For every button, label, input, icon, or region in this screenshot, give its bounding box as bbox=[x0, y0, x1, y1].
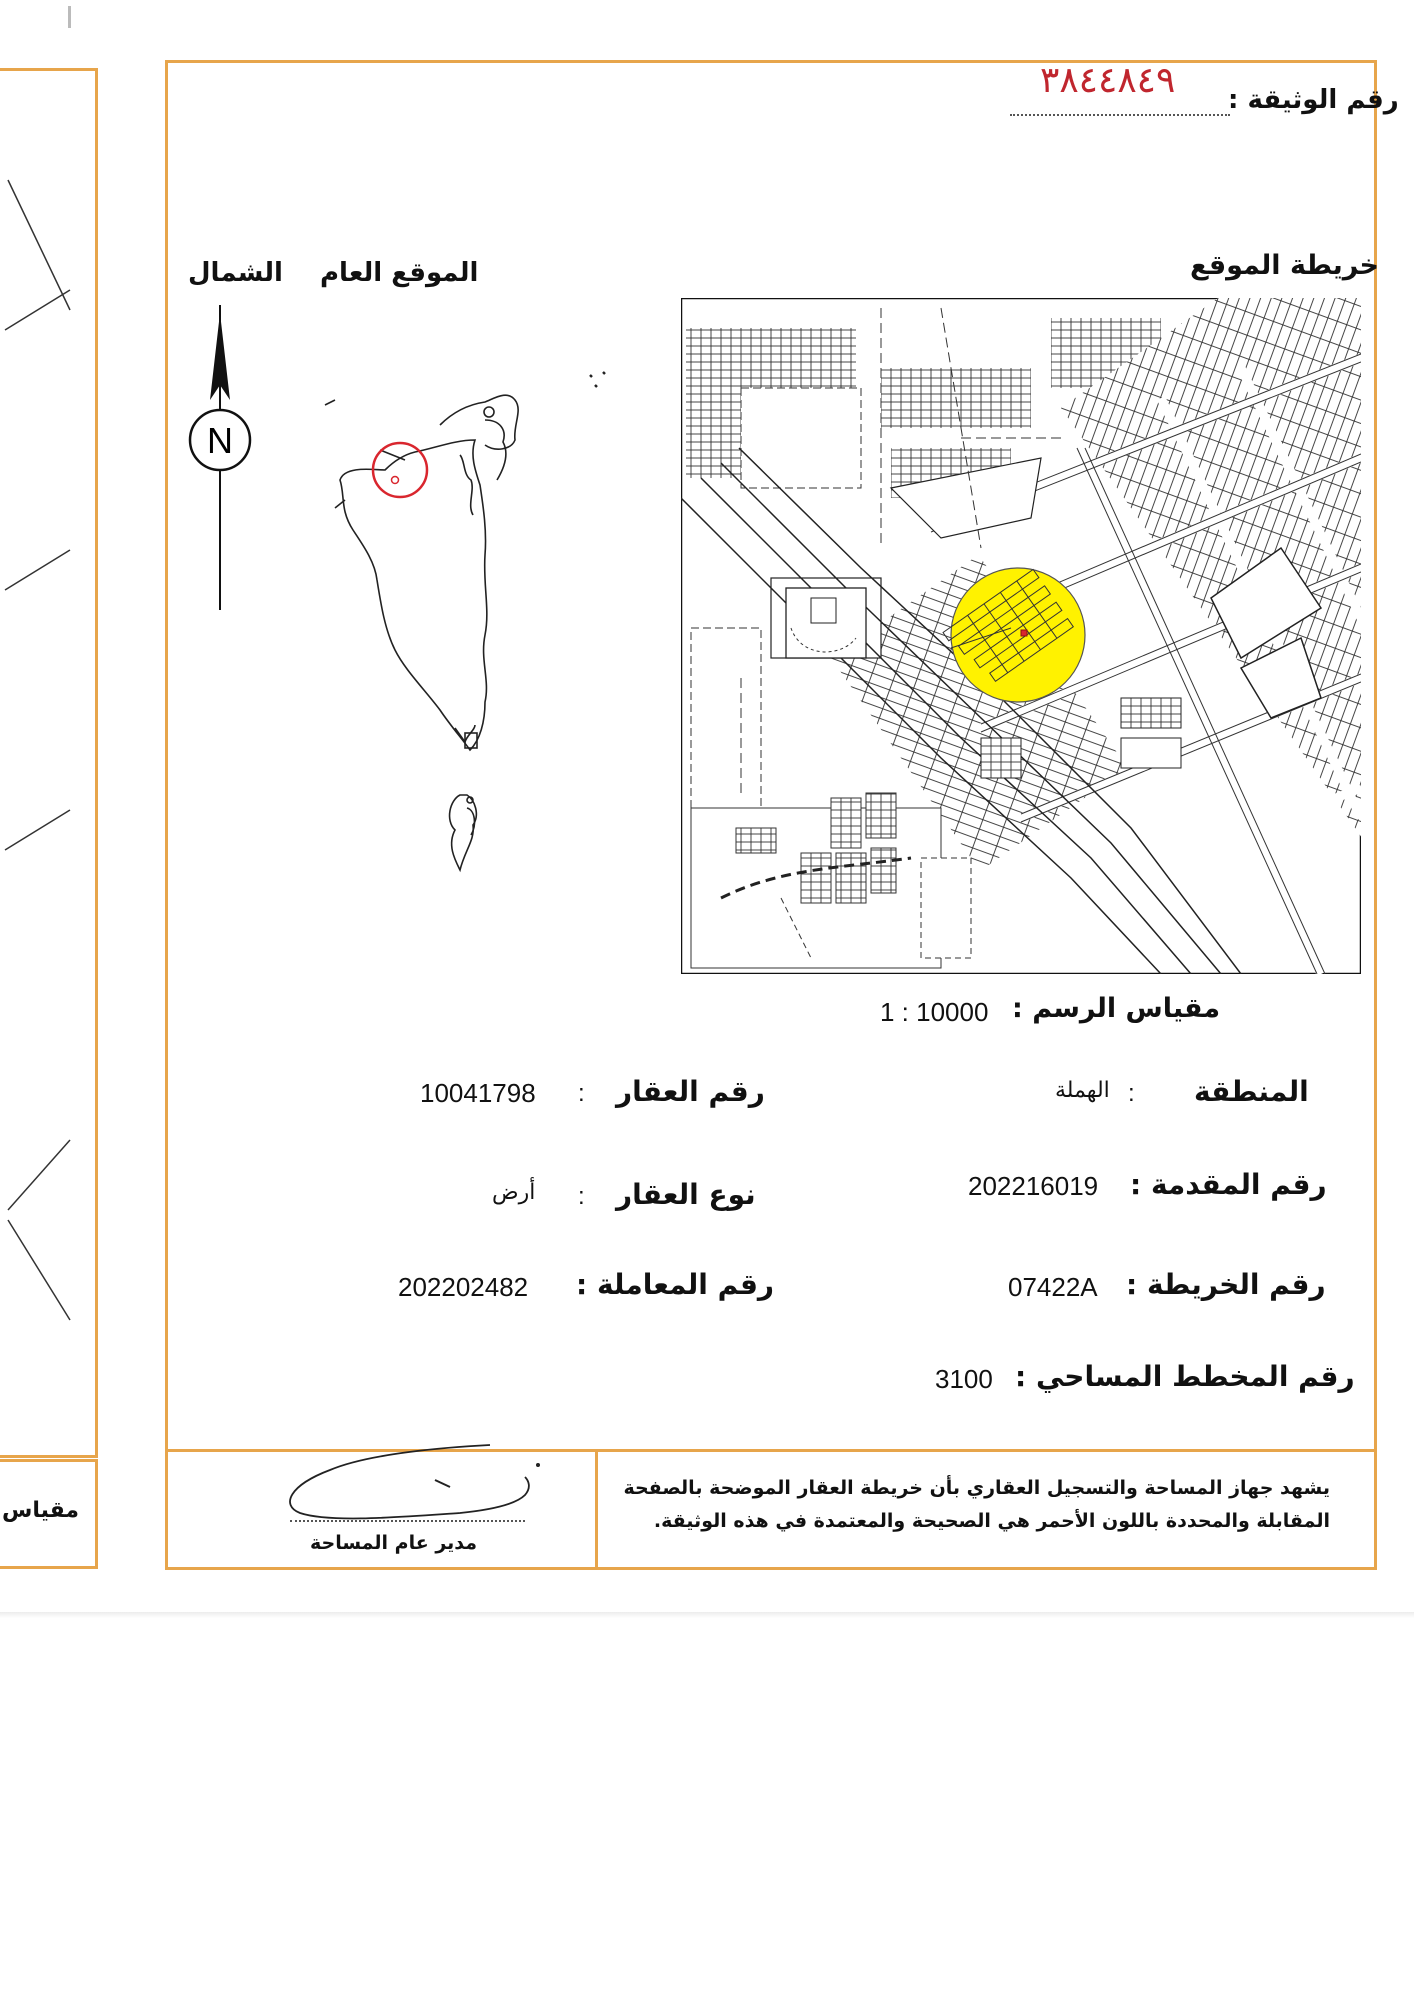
map-number-value: 07422A bbox=[1008, 1272, 1098, 1302]
application-number-label: رقم المقدمة : bbox=[1130, 1168, 1327, 1201]
property-number-value: 10041798 bbox=[420, 1078, 536, 1108]
scale-label: مقياس الرسم : bbox=[1012, 993, 1221, 1024]
survey-plan-label: رقم المخطط المساحي : bbox=[1015, 1360, 1355, 1393]
signatory-title: مدير عام المساحة bbox=[310, 1532, 478, 1554]
transaction-number-value: 202202482 bbox=[398, 1272, 529, 1302]
site-map bbox=[681, 298, 1361, 974]
document-number-label: رقم الوثيقة : bbox=[1228, 85, 1399, 115]
director-signature bbox=[270, 1435, 560, 1530]
certification-line-2: المقابلة والمحددة باللون الأحمر هي الصحيحة والمعتمدة في هذه الوثيقة. bbox=[653, 1510, 1330, 1532]
property-number-label: رقم العقار bbox=[616, 1075, 765, 1108]
scan-mark bbox=[68, 6, 71, 28]
document-number-handwritten: ٣٨٤٤٨٤٩ bbox=[1040, 60, 1176, 101]
scan-edge-line bbox=[0, 1612, 1414, 1618]
north-letter: N bbox=[207, 420, 233, 461]
left-page-map-fragment bbox=[0, 160, 100, 1360]
property-type-value: أرض bbox=[492, 1180, 536, 1205]
map-number-label: رقم الخريطة : bbox=[1126, 1268, 1326, 1301]
transaction-number-label: رقم المعاملة : bbox=[576, 1268, 775, 1301]
left-page-scale-fragment: مقياس bbox=[2, 1498, 80, 1523]
location-dot bbox=[392, 477, 399, 484]
north-arrow-icon bbox=[180, 305, 260, 615]
region-label: المنطقة bbox=[1194, 1075, 1309, 1108]
document-number-dotted-line bbox=[1010, 114, 1230, 116]
site-map-title: خريطة الموقع bbox=[1190, 250, 1380, 281]
survey-plan-value: 3100 bbox=[935, 1364, 993, 1394]
signature-dotted-line bbox=[290, 1520, 525, 1522]
application-number-value: 202216019 bbox=[968, 1171, 1099, 1201]
region-value: الهملة bbox=[1055, 1078, 1110, 1103]
footer-divider bbox=[595, 1449, 598, 1570]
property-type-colon: : bbox=[578, 1183, 585, 1210]
region-colon: : bbox=[1128, 1080, 1135, 1107]
general-location-title: الموقع العام bbox=[320, 258, 479, 288]
north-title: الشمال bbox=[188, 258, 283, 288]
property-marker bbox=[1021, 630, 1027, 636]
property-number-colon: : bbox=[578, 1080, 585, 1107]
certification-line-1: يشهد جهاز المساحة والتسجيل العقاري بأن خريطة العقار الموضحة بالصفحة bbox=[623, 1477, 1330, 1499]
property-highlight-circle bbox=[951, 568, 1085, 702]
property-type-label: نوع العقار bbox=[616, 1178, 756, 1211]
scale-value: 1 : 10000 bbox=[880, 997, 989, 1027]
general-location-map bbox=[285, 330, 615, 930]
